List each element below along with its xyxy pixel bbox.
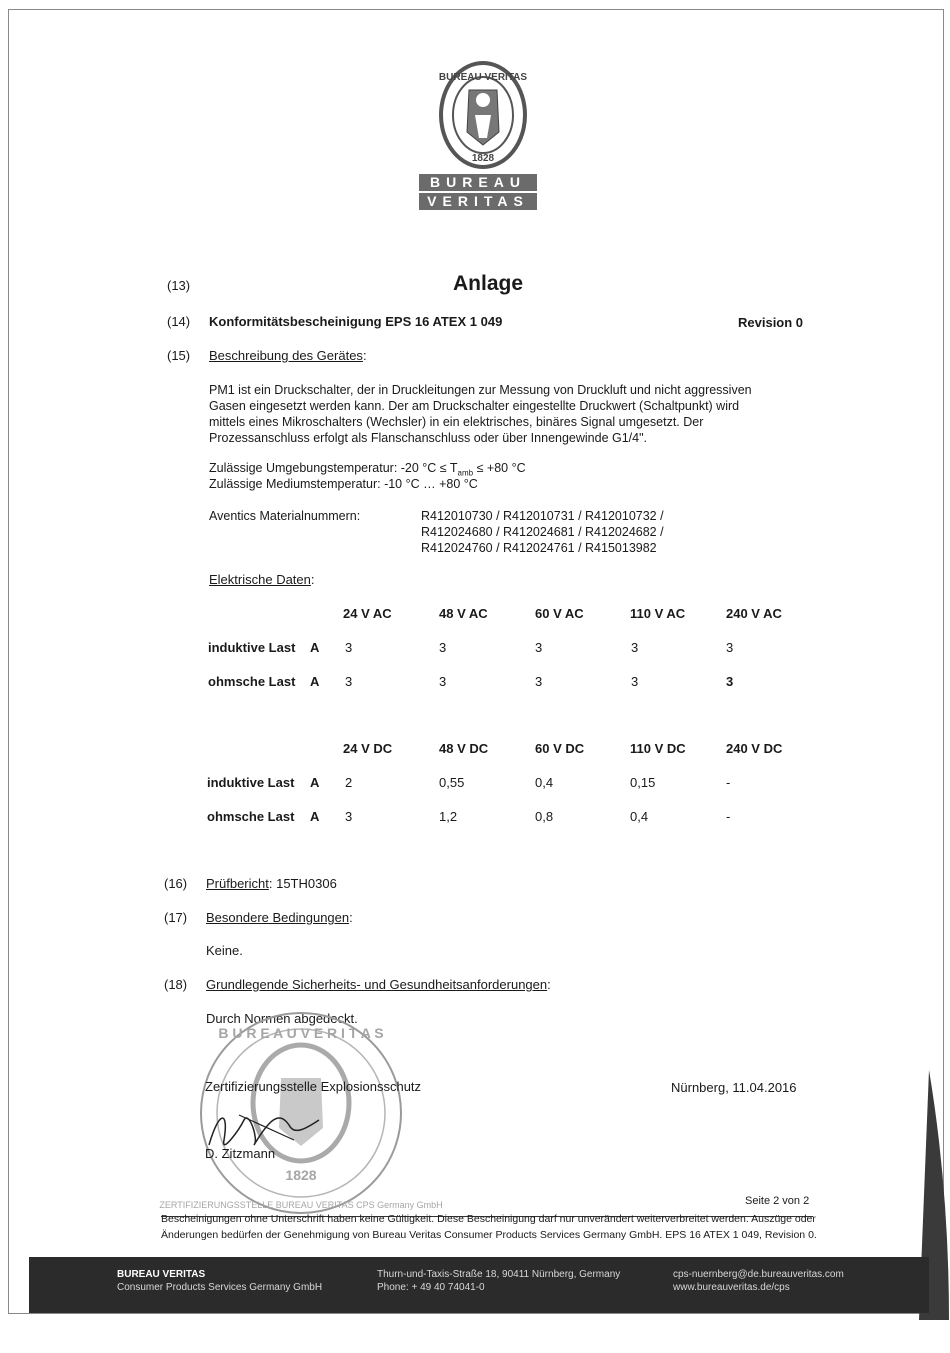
- logo-word-veritas: VERITAS: [419, 193, 537, 210]
- essential-requirements-heading: Grundlegende Sicherheits- und Gesundheitsanforderungen:: [206, 977, 551, 992]
- footer-band: [29, 1257, 929, 1313]
- description-line: Prozessanschluss erfolgt als Flanschanschluss oder über Innengewinde G1/4".: [209, 431, 648, 445]
- dc-header: 24 V DC: [343, 741, 393, 756]
- ac-row-unit: A: [310, 674, 320, 689]
- footer-address: Thurn-und-Taxis-Straße 18, 90411 Nürnberg, Germany: [377, 1269, 621, 1280]
- ac-row-label: ohmsche Last: [208, 674, 296, 689]
- section-16-number: (16): [164, 876, 188, 891]
- dc-cell: -: [726, 809, 731, 824]
- special-conditions-heading: Besondere Bedingungen:: [206, 910, 353, 925]
- stamp-year: 1828: [285, 1167, 317, 1183]
- section-18-number: (18): [164, 977, 188, 992]
- dc-cell: 0,8: [535, 809, 554, 824]
- material-line: R412024680 / R412024681 / R412024682 /: [421, 525, 664, 539]
- medium-temperature: Zulässige Mediumstemperatur: -10 °C … +80 °C: [209, 477, 478, 491]
- ac-cell: 3: [345, 674, 353, 689]
- ac-cell: 3: [535, 640, 543, 655]
- footer-company-subtitle: Consumer Products Services Germany GmbH: [117, 1282, 323, 1293]
- dc-cell: 0,4: [535, 775, 554, 790]
- description-line: mittels eines Mikroschalters (Wechsler) in ein elektrisches, binäres Signal umgesetzt. Der: [209, 415, 704, 429]
- ac-row-label: induktive Last: [208, 640, 296, 655]
- electrical-heading: Elektrische Daten:: [209, 572, 315, 587]
- material-line: R412024760 / R412024761 / R415013982: [421, 541, 657, 555]
- description-line: Gasen eingesetzt werden kann. Der am Druckschalter eingestellte Druckwert (Schaltpunkt) wird: [209, 399, 740, 413]
- footer-company-name: BUREAU VERITAS: [117, 1269, 206, 1280]
- ac-cell: 3: [345, 640, 353, 655]
- material-numbers: [421, 508, 664, 556]
- page-title: Anlage: [453, 272, 524, 295]
- ac-cell: 3: [631, 640, 639, 655]
- ac-row-unit: A: [310, 640, 320, 655]
- ac-cell: 3: [439, 674, 447, 689]
- ac-cell: 3: [726, 640, 734, 655]
- description-heading: Beschreibung des Gerätes:: [209, 348, 367, 363]
- footer-email: cps-nuernberg@de.bureauveritas.com: [673, 1269, 844, 1280]
- certificate-label: Konformitätsbescheinigung EPS 16 ATEX 1 049: [209, 314, 503, 329]
- ac-cell: 3: [535, 674, 543, 689]
- disclaimer-line: Änderungen bedürfen der Genehmigung von Bureau Veritas Consumer Products Services Germany GmbH. EPS 16 ATEX 1 049, Revision 0.: [161, 1229, 817, 1241]
- revision-label: Revision 0: [738, 315, 804, 330]
- footer-website: www.bureauveritas.de/cps: [673, 1282, 790, 1293]
- ac-header: 60 V AC: [535, 606, 584, 621]
- document-page: [8, 9, 944, 1314]
- section-14-number: (14): [167, 314, 191, 329]
- material-line: R412010730 / R412010731 / R412010732 /: [421, 509, 664, 523]
- disclaimer-line: Bescheinigungen ohne Unterschrift haben keine Gültigkeit. Diese Bescheinigung darf nur unverändert weiterverbreitet werden. Auszüge oder: [161, 1213, 816, 1225]
- dc-row-unit: A: [310, 775, 320, 790]
- ac-header: 110 V AC: [630, 606, 686, 621]
- dc-row-unit: A: [310, 809, 320, 824]
- bureau-veritas-logo: [417, 60, 549, 260]
- footer-phone: Phone: + 49 40 74041-0: [377, 1282, 485, 1293]
- ac-cell: 3: [726, 674, 734, 689]
- logo-word-bureau: BUREAU: [419, 174, 537, 191]
- place-date: Nürnberg, 11.04.2016: [671, 1080, 797, 1095]
- dc-cell: 0,15: [630, 775, 656, 790]
- dc-header: 60 V DC: [535, 741, 585, 756]
- svg-text:B U R E A U V E R I T A S: B U R E A U V E R I T A S: [218, 1025, 384, 1041]
- ac-cell: 3: [631, 674, 639, 689]
- page-number: Seite 2 von 2: [745, 1195, 810, 1207]
- dc-cell: -: [726, 775, 731, 790]
- ac-header: 48 V AC: [439, 606, 488, 621]
- dc-header: 240 V DC: [726, 741, 783, 756]
- dc-cell: 0,4: [630, 809, 649, 824]
- dc-header: 48 V DC: [439, 741, 489, 756]
- section-15-number: (15): [167, 348, 191, 363]
- essential-requirements-value: Durch Normen abgedeckt.: [206, 1011, 358, 1026]
- description-line: PM1 ist ein Druckschalter, der in Druckleitungen zur Messung von Druckluft und nicht aggressiven: [209, 383, 752, 397]
- dc-cell: 3: [345, 809, 353, 824]
- dc-cell: 0,55: [439, 775, 465, 790]
- logo-seal-year: 1828: [471, 153, 495, 164]
- test-report: Prüfbericht: 15TH0306: [206, 876, 337, 891]
- dc-row-label: ohmsche Last: [207, 809, 295, 824]
- section-13-number: (13): [167, 278, 191, 293]
- dc-cell: 2: [345, 775, 353, 790]
- dc-cell: 1,2: [439, 809, 458, 824]
- dc-header: 110 V DC: [630, 741, 686, 756]
- ac-header: 24 V AC: [343, 606, 392, 621]
- disclaimer: [161, 1211, 817, 1243]
- stamp-text: ZERTIFIZIERUNGSSTELLE BUREAU VERITAS CPS Germany GmbH: [159, 1200, 443, 1210]
- special-conditions-value: Keine.: [206, 943, 243, 958]
- certification-body: Zertifizierungsstelle Explosionsschutz: [205, 1079, 422, 1094]
- logo-seal-text: BUREAU VERITAS: [438, 72, 528, 83]
- ac-header: 240 V AC: [726, 606, 782, 621]
- description-text: [209, 382, 752, 446]
- material-label: Aventics Materialnummern:: [209, 509, 361, 523]
- ac-cell: 3: [439, 640, 447, 655]
- section-17-number: (17): [164, 910, 188, 925]
- signatory-name: D. Zitzmann: [205, 1146, 276, 1161]
- dc-row-label: induktive Last: [207, 775, 295, 790]
- ambient-temperature: Zulässige Umgebungstemperatur: -20 $^\circ C \le T_{amb} \le +80$ °C: [209, 461, 526, 478]
